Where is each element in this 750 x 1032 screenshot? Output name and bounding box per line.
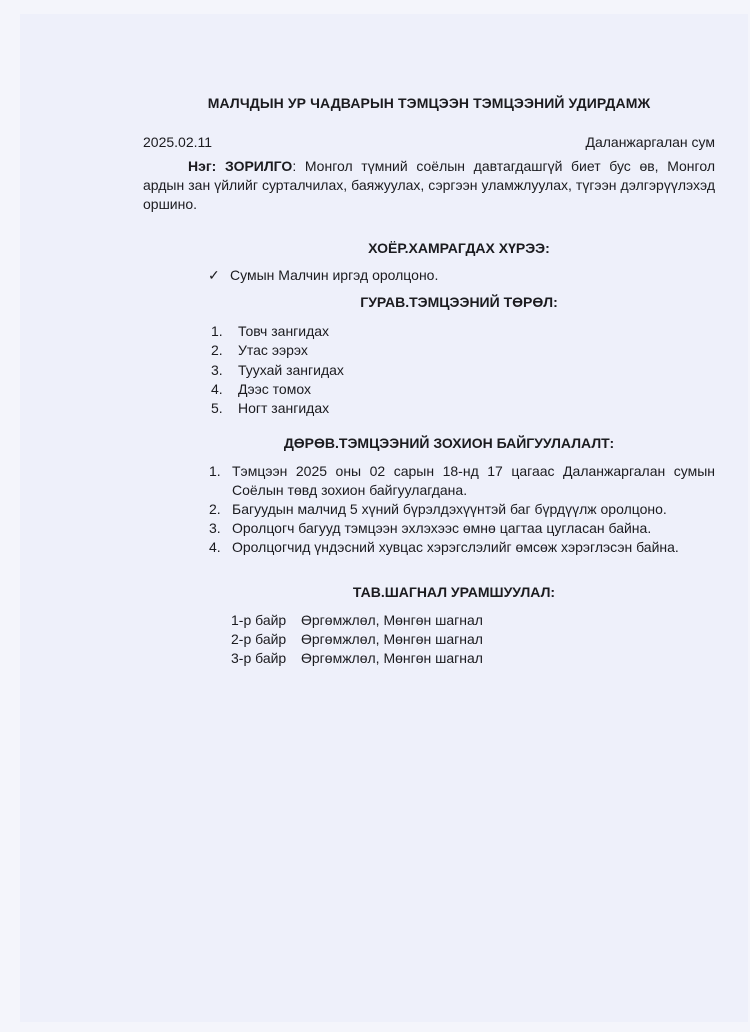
goal-paragraph [143,157,715,214]
list-item [209,538,715,557]
item-number: 1. [211,323,223,339]
award-prize: Өргөмжлөл, Мөнгөн шагнал [301,650,483,667]
item-text: Ногт зангидах [238,400,330,417]
list-item [231,611,715,630]
list-item [208,266,715,285]
item-text: Утас ээрэх [238,342,308,359]
list-item [211,322,715,341]
document-content [143,94,715,668]
item-number: 5. [211,400,223,417]
item-text: Багуудын малчид 5 хүний бүрэлдэхүүнтэй баг бүрдүүлж оролцоно. [232,501,667,518]
item-number: 3. [211,361,223,378]
scope-heading: ХОЁР.ХАМРАГДАХ ХҮРЭЭ: [368,240,550,256]
item-text: Товч зангидах [238,323,330,339]
list-item [211,380,715,399]
list-item [209,462,715,500]
award-place: 3-р байр [231,650,287,667]
item-text: Тэмцээн 2025 оны 02 сарын 18-нд 17 цагаас Даланжаргалан сумын Соёлын төвд зохион байгуулагдана. [232,463,715,499]
list-item [211,361,715,380]
list-item [231,630,715,649]
types-heading: ГУРАВ.ТЭМЦЭЭНИЙ ТӨРӨЛ: [360,294,558,310]
item-text: Оролцогч багууд тэмцээн эхлэхээс өмнө цагтаа цугласан байна. [232,520,652,537]
item-number: 2. [209,501,221,518]
item-number: 1. [209,463,221,480]
list-item [231,649,715,668]
types-list [143,322,715,418]
list-item [209,500,715,519]
awards-list [143,611,715,668]
checkmark-icon: ✓ [208,267,220,283]
list-item [209,519,715,538]
award-place: 1-р байр [231,612,287,629]
scope-list [143,266,715,285]
item-text: Оролцогчид үндэсний хувцас хэрэгслэлийг өмсөж хэрэглэсэн байна. [232,539,679,556]
document-location: Даланжаргалан сум [585,134,715,150]
document-title: МАЛЧДЫН УР ЧАДВАРЫН ТЭМЦЭЭН ТЭМЦЭЭНИЙ УДИРДАМЖ [207,95,651,111]
scope-item-text: Сумын Малчин иргэд оролцоно. [230,267,439,283]
list-item [211,399,715,418]
goal-text: : Монгол түмний соёлын давтагдашгүй биет бус өв, Монгол ардын зан үйлийг сурталчилах, баяжуулах, сэргээн уламжлуулах, түгээн дэлгэрүүлэхэд оршино. [143,158,715,212]
award-prize: Өргөмжлөл, Мөнгөн шагнал [301,631,483,648]
goal-lead: Нэг: ЗОРИЛГО [188,158,293,174]
item-number: 3. [209,520,221,537]
awards-heading: ТАВ.ШАГНАЛ УРАМШУУЛАЛ: [352,584,556,601]
item-number: 2. [211,342,223,359]
item-text: Дээс томох [238,380,311,397]
award-prize: Өргөмжлөл, Мөнгөн шагнал [301,612,483,629]
organization-heading: ДӨРӨВ.ТЭМЦЭЭНИЙ ЗОХИОН БАЙГУУЛАЛАЛТ: [283,435,615,452]
document-page [20,14,748,1022]
document-date: 2025.02.11 [143,134,213,150]
item-number: 4. [211,380,223,397]
item-number: 4. [209,539,221,556]
organization-list [143,462,715,557]
list-item [211,341,715,360]
item-text: Туухай зангидах [238,361,344,378]
award-place: 2-р байр [231,631,287,648]
date-location-line [143,133,715,152]
